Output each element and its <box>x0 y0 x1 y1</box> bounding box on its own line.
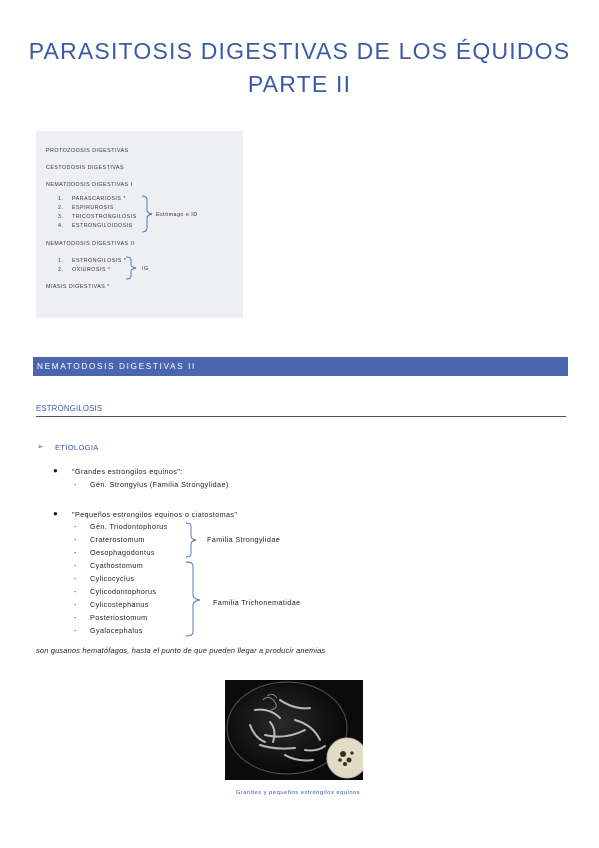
strongyles-photo <box>225 680 363 780</box>
trichonematidae-label: Familia Trichonematidae <box>213 598 301 607</box>
genus-item: Cylicocyclus <box>90 574 135 583</box>
dash-marker: - <box>74 600 77 609</box>
genus-item: Cylicostephanus <box>90 600 149 609</box>
hematophagous-note: son gusanos hematófagos, hasta el punto de que pueden llegar a producir anemias <box>36 646 326 655</box>
summary-list1-num: 1. <box>58 196 64 202</box>
section-heading-bar <box>33 357 568 376</box>
genus-item: Oesophagodontus <box>90 548 155 557</box>
summary-list1-item: ESTRONGILOIDOSIS <box>72 223 133 229</box>
summary-list2-item: OXIUROSIS * <box>72 267 111 273</box>
genus-item: Posteriostomum <box>90 613 148 622</box>
subheading-estrongilosis: ESTRONGILOSIS <box>36 404 103 413</box>
dash-marker: - <box>74 535 77 544</box>
strongylidae-bracket <box>184 521 198 559</box>
dash-marker: - <box>74 574 77 583</box>
strongylidae-label: Familia Strongylidae <box>207 535 281 544</box>
summary-line-cestodosis: CESTODOSIS DIGESTIVAS <box>46 165 125 171</box>
genus-item: Gén. Triodontophorus <box>90 522 168 531</box>
summary-list1-item: ESPIRUROSIS <box>72 205 114 211</box>
group1-title: "Grandes estrongilos equinos": <box>72 467 183 476</box>
genus-item: Cylicodontophorus <box>90 587 157 596</box>
dash-marker: - <box>74 613 77 622</box>
summary-list1-num: 2. <box>58 205 64 211</box>
genus-item: Craterostomum <box>90 535 145 544</box>
etiologia-heading: ETIOLOGIA <box>55 443 99 452</box>
arrow-bullet-icon: ➢ <box>37 442 44 451</box>
summary-list1-item: PARASCARIOSIS * <box>72 196 126 202</box>
page-title-line2: PARTE II <box>247 71 352 97</box>
summary-bracket-1-label: Estómago e ID <box>156 212 198 218</box>
dash-marker: - <box>74 522 77 531</box>
summary-list1-num: 3. <box>58 214 64 220</box>
section-heading: NEMATODOSIS DIGESTIVAS II <box>37 361 196 371</box>
figure-caption: Grandes y pequeños estróngilos equinos <box>235 790 361 796</box>
summary-list2-num: 1. <box>58 258 64 264</box>
genus-item: Gyalocephalus <box>90 626 143 635</box>
page-title-line1: PARASITOSIS DIGESTIVAS DE LOS ÉQUIDOS <box>28 38 571 64</box>
group2-title: "Pequeños estrongilos equinos o ciatostomas" <box>72 510 238 519</box>
group1-item: Gén. Strongylus (Familia Strongylidae) <box>90 480 229 489</box>
bullet-icon: ● <box>53 466 58 475</box>
summary-list2-item: ESTRONGILOSIS * <box>72 258 127 264</box>
summary-line-miasis: MIASIS DIGESTIVAS * <box>46 284 110 290</box>
summary-line-nematodosis-2: NEMATODOSIS DIGESTIVAS II <box>46 241 135 247</box>
genus-item: Cyathostomum <box>90 561 144 570</box>
trichonematidae-bracket <box>184 560 204 638</box>
summary-line-protozoosis: PROTOZOOSIS DIGESTIVAS <box>46 148 129 154</box>
dash-marker: - <box>74 548 77 557</box>
summary-line-nematodosis-1: NEMATODOSIS DIGESTIVAS I <box>46 182 133 188</box>
summary-bracket-1 <box>140 194 154 234</box>
dash-marker: - <box>74 626 77 635</box>
summary-list2-num: 2. <box>58 267 64 273</box>
summary-bracket-2-label: IG <box>142 266 149 272</box>
summary-list1-num: 4. <box>58 223 64 229</box>
dash-marker: - <box>74 587 77 596</box>
bullet-icon: ● <box>53 509 58 518</box>
dash-marker: - <box>74 561 77 570</box>
dash-marker: - <box>74 480 77 489</box>
summary-bracket-2 <box>124 255 138 281</box>
subheading-divider <box>36 416 566 417</box>
summary-list1-item: TRICOSTRONGILOSIS <box>72 214 137 220</box>
petri-dish-image <box>225 680 363 780</box>
